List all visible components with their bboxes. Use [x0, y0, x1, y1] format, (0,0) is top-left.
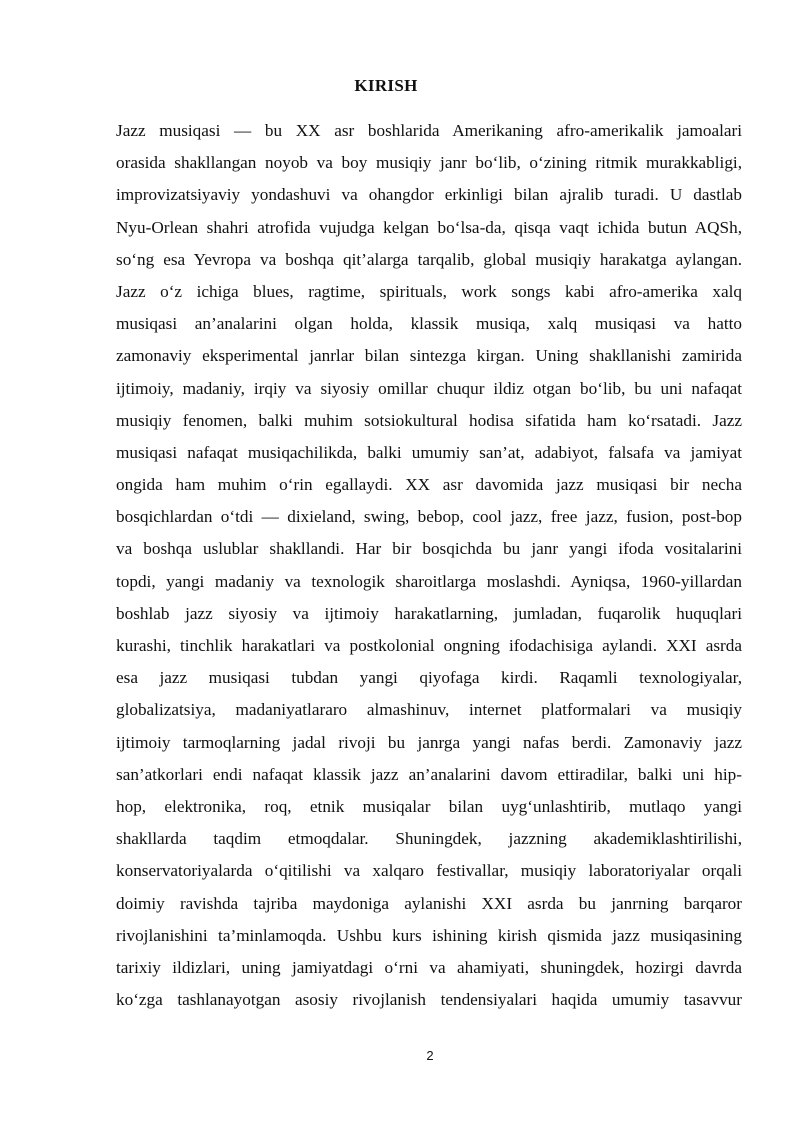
paragraph-line: ongida ham muhim o‘rin egallaydi. XX asr davomida jazz musiqasi bir necha [116, 475, 742, 495]
page-number: 2 [426, 1048, 434, 1063]
paragraph-line: hop, elektronika, roq, etnik musiqalar bilan uyg‘unlashtirib, mutlaqo yangi [116, 796, 742, 816]
paragraph-line: orasida shakllangan noyob va boy musiqiy janr bo‘lib, o‘zining ritmik murakkabligi, [116, 153, 742, 173]
paragraph-line: rivojlanishini ta’minlamoqda. Ushbu kurs ishining kirish qismida jazz musiqasining [116, 925, 742, 945]
paragraph-line: zamonaviy eksperimental janrlar bilan sintezga kirgan. Uning shakllanishi zamirida [116, 346, 742, 366]
section-heading: KIRISH [354, 76, 418, 95]
paragraph-line: improvizatsiyaviy yondashuvi va ohangdor erkinligi bilan ajralib turadi. U dastlab [116, 185, 742, 205]
paragraph-line: topdi, yangi madaniy va texnologik sharoitlarga moslashdi. Ayniqsa, 1960-yillardan [116, 571, 742, 591]
paragraph-line: esa jazz musiqasi tubdan yangi qiyofaga kirdi. Raqamli texnologiyalar, [116, 668, 742, 688]
paragraph-line: konservatoriyalarda o‘qitilishi va xalqaro festivallar, musiqiy laboratoriyalar orqali [116, 861, 742, 881]
paragraph-line: Jazz o‘z ichiga blues, ragtime, spirituals, work songs kabi afro-amerika xalq [116, 281, 742, 301]
paragraph-line: kurashi, tinchlik harakatlari va postkolonial ongning ifodachisiga aylandi. XXI asrda [116, 636, 742, 655]
paragraph-line: boshlab jazz siyosiy va ijtimoiy harakatlarning, jumladan, fuqarolik huquqlari [116, 603, 742, 623]
paragraph-line: va boshqa uslublar shakllandi. Har bir bosqichda bu janr yangi ifoda vositalarini [116, 539, 742, 559]
paragraph-line: Nyu-Orlean shahri atrofida vujudga kelgan bo‘lsa-da, qisqa vaqt ichida butun AQSh, [116, 217, 742, 237]
paragraph-line: ko‘zga tashlanayotgan asosiy rivojlanish tendensiyalari haqida umumiy tasavvur [116, 990, 742, 1010]
paragraph-line: ijtimoiy, madaniy, irqiy va siyosiy omillar chuqur ildiz otgan bo‘lib, bu uni nafaqat [116, 378, 742, 398]
paragraph-line: ijtimoiy tarmoqlarning jadal rivoji bu janrga yangi nafas berdi. Zamonaviy jazz [116, 732, 742, 752]
body-paragraph [116, 115, 742, 1016]
paragraph-line: bosqichlardan o‘tdi — dixieland, swing, bebop, cool jazz, free jazz, fusion, post-bop [116, 507, 742, 527]
paragraph-line: tarixiy ildizlari, uning jamiyatdagi o‘rni va ahamiyati, shuningdek, hozirgi davrda [116, 957, 742, 977]
paragraph-line: musiqasi an’analarini olgan holda, klassik musiqa, xalq musiqasi va hatto [116, 314, 742, 334]
paragraph-line: musiqasi nafaqat musiqachilikda, balki umumiy san’at, adabiyot, falsafa va jamiyat [116, 442, 742, 462]
paragraph-line: Jazz musiqasi — bu XX asr boshlarida Amerikaning afro-amerikalik jamoalari [116, 121, 742, 140]
paragraph-line: san’atkorlari endi nafaqat klassik jazz an’analarini davom ettiradilar, balki uni hip- [116, 764, 742, 784]
paragraph-line: so‘ng esa Yevropa va boshqa qit’alarga tarqalib, global musiqiy harakatga aylangan. [116, 249, 742, 269]
paragraph-line: musiqiy fenomen, balki muhim sotsiokultural hodisa sifatida ham ko‘rsatadi. Jazz [116, 410, 742, 430]
paragraph-line: globalizatsiya, madaniyatlararo almashinuv, internet platformalari va musiqiy [116, 700, 742, 720]
paragraph-line: doimiy ravishda tajriba maydoniga aylanishi XXI asrda bu janrning barqaror [116, 893, 742, 913]
paragraph-line: shakllarda taqdim etmoqdalar. Shuningdek, jazzning akademiklashtirilishi, [116, 829, 742, 849]
